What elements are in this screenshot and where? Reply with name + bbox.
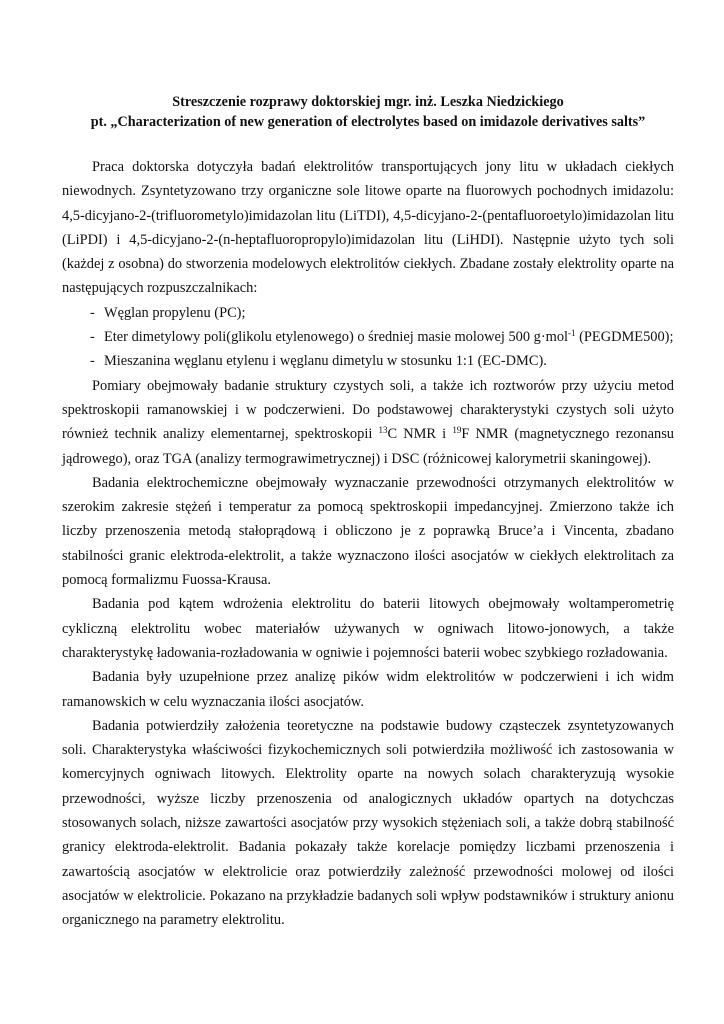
paragraph-infrared: Badania były uzupełnione przez analizę pików widm elektrolitów w podczerwieni i ich widm ramanowskich w celu wyznaczania ilości asocjatów.: [62, 669, 674, 710]
solvent-item-pegdme-text: Eter dimetylowy poli(glikolu etylenowego) o średniej masie molowej 500 g·mol: [104, 329, 569, 346]
isotope-13: 13: [378, 425, 388, 436]
spectroscopy-text-start: Pomiary obejmowały badanie struktury czystych soli, a także ich roztworów przy użyciu metod spektroskopii ramanowskiej i w podczerwieni. Do podstawowej charakterystyki czystych soli użyto również technik analizy elementarnej, spektroskopii: [62, 377, 674, 443]
paragraph-intro: Praca doktorska dotyczyła badań elektrolitów transportujących jony litu w układach ciekłych niewodnych. Zsyntetyzowano trzy organiczne sole litowe oparte na fluorowych pochodnych imidazolu: 4,5-dicyjano-2-(trifluorometylo)imidazolan litu (LiTDI), 4,5-dicyjano-2-(pentafluoroetylo)imidazolan litu (LiPDI) i 4,5-dicyjano-2-(n-heptafluoropropylo)imidazolan litu (LiHDI). Następnie użyto tych soli (każdej z osobna) do stworzenia modelowych elektrolitów ciekłych. Zbadane zostały elektrolity oparte na następujących rozpuszczalnikach:: [62, 159, 674, 297]
paragraph-spectroscopy: [62, 374, 674, 471]
title-line-2: pt. „Characterization of new generation of electrolytes based on imidazole derivatives salts”: [90, 114, 646, 130]
solvent-item-pc: - Węglan propylenu (PC);: [90, 301, 674, 325]
unit-exponent: -1: [568, 328, 576, 339]
title-line-1: Streszczenie rozprawy doktorskiej mgr. inż. Leszka Niedzickiego: [172, 94, 564, 110]
solvent-item-pegdme-abbr: (PEGDME500);: [575, 329, 674, 346]
solvent-item-pegdme: [90, 325, 674, 349]
paragraph-conclusion: Badania potwierdziły założenia teoretyczne na podstawie budowy cząsteczek zsyntetyzowanych soli. Charakterystyka właściwości fizykochemicznych soli potwierdziła możliwość ich zastosowania w komercyjnych ogniwach litowych. Elektrolity oparte na nowych solach charakteryzują wysokie przewodności, wyższe liczby przenoszenia od analogicznych układów opartych na dotychczas stosowanych solach, niższe zawartości asocjatów przy wysokich stężeniach soli, a także dobrą stabilność granicy elektroda-elektrolit. Badania pokazały także korelacje pomiędzy liczbami przenoszenia i zawartością asocjatów w elektrolicie oraz potwierdziły zależność przewodności molowej od ilości asocjatów w elektrolicie. Pokazano na przykładzie badanych soli wpływ podstawników i struktury anionu organicznego na parametry elektrolitu.: [62, 717, 674, 929]
solvent-item-ec-dmc: - Mieszanina węglanu etylenu i węglanu dimetylu w stosunku 1:1 (EC-DMC).: [90, 349, 674, 373]
document-page: [62, 92, 674, 933]
paragraph-electrochemistry: Badania elektrochemiczne obejmowały wyznaczanie przewodności otrzymanych elektrolitów w szerokim zakresie stężeń i temperatur za pomocą spektroskopii impedancyjnej. Zmierzono także ich liczby przenoszenia metodą stałoprądową i obliczono je z poprawką Bruce’a i Vincenta, zbadano stabilności granic elektroda-elektrolit, a także wyznaczono ilości asocjatów w ciekłych elektrolitach za pomocą formalizmu Fuossa-Krausa.: [62, 474, 674, 589]
document-title: [62, 92, 674, 132]
spectroscopy-text-mid: C NMR i: [387, 426, 453, 443]
paragraph-battery: Badania pod kątem wdrożenia elektrolitu do baterii litowych obejmowały woltamperometrię cykliczną elektrolitu wobec materiałów używanych w ogniwach litowo-jonowych, a także charakterystykę ładowania-rozładowania w ogniwie i pojemności baterii wobec szybkiego rozładowania.: [62, 596, 674, 661]
solvent-list: [62, 301, 674, 374]
isotope-19: 19: [452, 425, 462, 436]
spectroscopy-text-end: F NMR (magnetycznego rezonansu jądrowego), oraz TGA (analizy termograwimetrycznej) i DSC (różnicowej kalorymetrii skaningowej).: [62, 426, 674, 467]
